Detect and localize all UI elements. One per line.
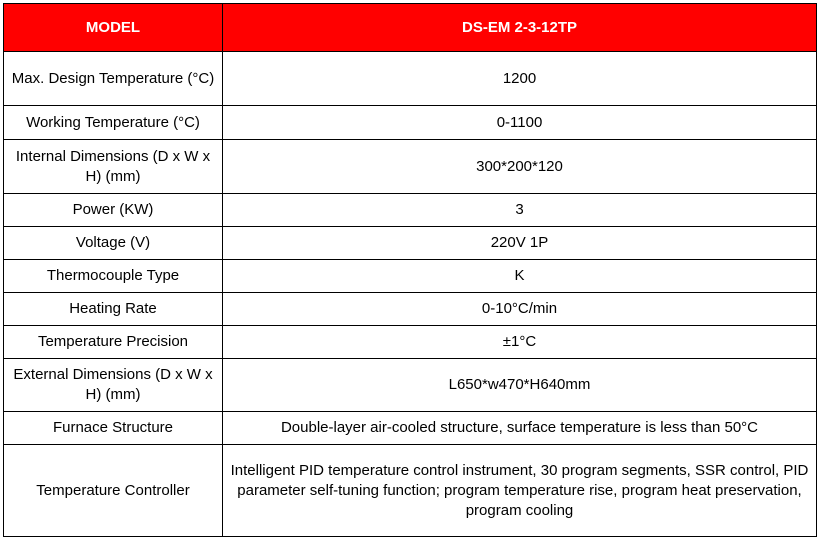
table-row	[4, 260, 817, 293]
row-value: 300*200*120	[223, 140, 817, 194]
table-row	[4, 445, 817, 537]
row-value: 1200	[223, 52, 817, 106]
row-value: 0-1100	[223, 106, 817, 140]
row-label: Temperature Controller	[4, 445, 223, 537]
table-row	[4, 52, 817, 106]
table-row	[4, 359, 817, 412]
row-value: ±1°C	[223, 326, 817, 359]
row-value: 0-10°C/min	[223, 293, 817, 326]
row-label: Furnace Structure	[4, 412, 223, 445]
row-value: Intelligent PID temperature control instrument, 30 program segments, SSR control, PID parameter self-tuning function; program temperature rise, program heat preservation, program cooling	[223, 445, 817, 537]
table-row	[4, 106, 817, 140]
table-row	[4, 227, 817, 260]
row-label: Working Temperature (°C)	[4, 106, 223, 140]
row-label: Max. Design Temperature (°C)	[4, 52, 223, 106]
table-row	[4, 194, 817, 227]
row-value: L650*w470*H640mm	[223, 359, 817, 412]
spec-table	[3, 3, 817, 537]
row-label: Heating Rate	[4, 293, 223, 326]
header-model-value: DS-EM 2-3-12TP	[223, 4, 817, 52]
row-label: Power (KW)	[4, 194, 223, 227]
row-value: 3	[223, 194, 817, 227]
row-value: Double-layer air-cooled structure, surface temperature is less than 50°C	[223, 412, 817, 445]
row-label: External Dimensions (D x W x H) (mm)	[4, 359, 223, 412]
table-row	[4, 140, 817, 194]
table-row	[4, 293, 817, 326]
row-value: K	[223, 260, 817, 293]
row-value: 220V 1P	[223, 227, 817, 260]
row-label: Thermocouple Type	[4, 260, 223, 293]
header-model-label: MODEL	[4, 4, 223, 52]
row-label: Internal Dimensions (D x W x H) (mm)	[4, 140, 223, 194]
row-label: Temperature Precision	[4, 326, 223, 359]
table-header-row	[4, 4, 817, 52]
table-row	[4, 412, 817, 445]
table-row	[4, 326, 817, 359]
row-label: Voltage (V)	[4, 227, 223, 260]
